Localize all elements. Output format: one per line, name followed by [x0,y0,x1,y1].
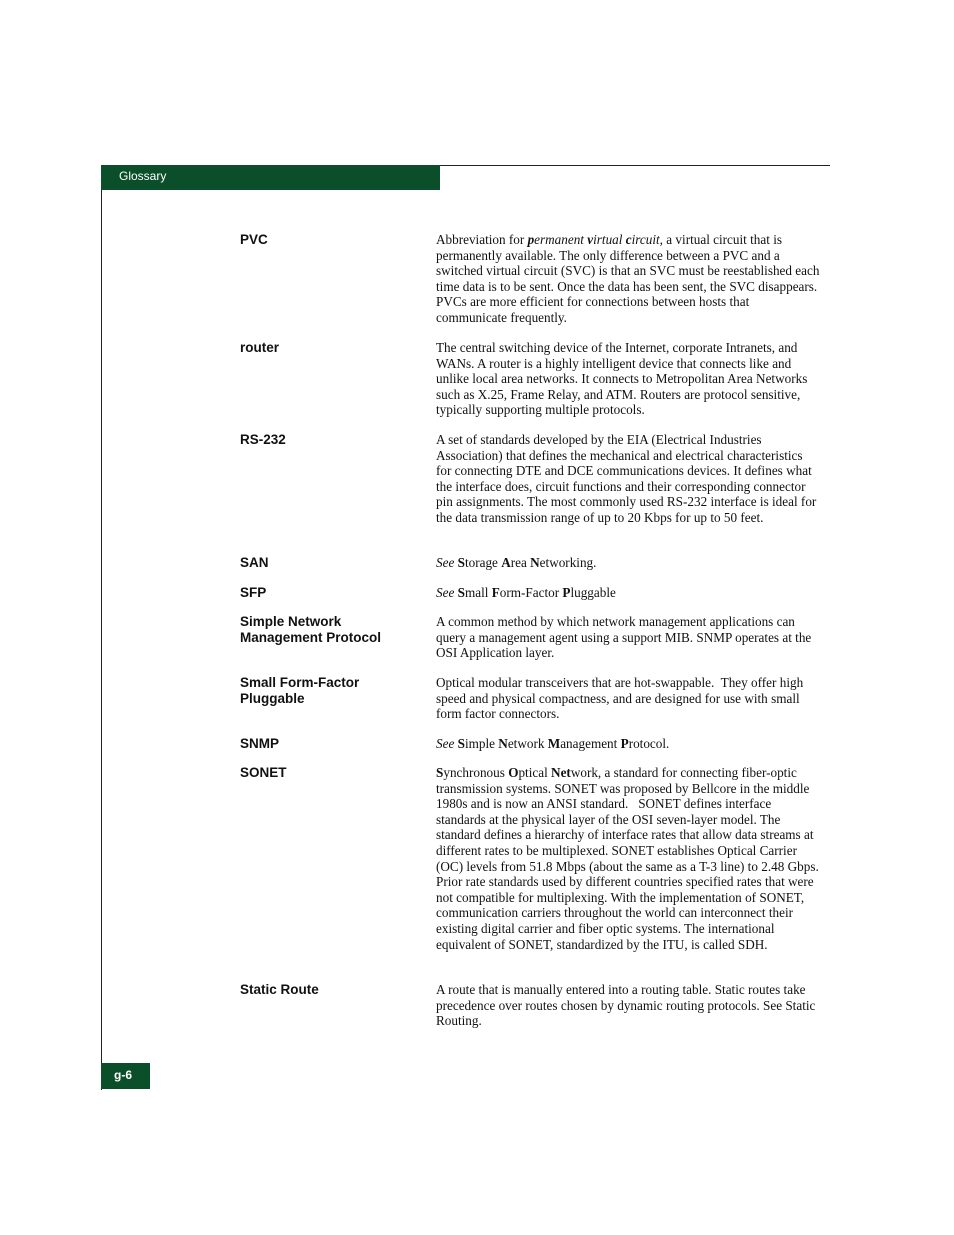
glossary-definition: Abbreviation for permanent virtual circuit, a virtual circuit that is permanently available. The only difference between a PVC and a switched virtual circuit (SVC) is that an SVC must be reestablished each time data is to be sent. Once the data has been sent, the SVC disappears. PVCs are more efficient for connections between hosts that communicate frequently. [436,232,820,325]
glossary-definition: A route that is manually entered into a routing table. Static routes take precedence over routes chosen by dynamic routing protocols. See Static Routing. [436,982,816,1029]
glossary-term: Small Form-Factor Pluggable [240,675,360,706]
section-title: Glossary [119,169,167,183]
glossary-term: Simple Network Management Protocol [240,614,382,645]
glossary-definition: A set of standards developed by the EIA (Electrical Industries Association) that defines the mechanical and electrical characteristics for connecting DTE and DCE communications devices. It defines what the interface does, circuit functions and their corresponding connector pin assignments. The most commonly used RS-232 interface is ideal for the data transmission range of up to 20 Kbps for up to 50 feet. [436,432,817,525]
page-number: g-6 [114,1068,132,1082]
glossary-definition: The central switching device of the Internet, corporate Intranets, and WANs. A router is a highly intelligent device that connects like and unlike local area networks. It connects to Metropolitan Area Networks such as X.25, Frame Relay, and ATM. Routers are protocol sensitive, typically supporting multiple protocols. [436,340,808,418]
glossary-definition: See Simple Network Management Protocol. [436,736,670,751]
glossary-definition: Synchronous Optical Network, a standard for connecting fiber-optic transmission systems. SONET was proposed by Bellcore in the middle 1980s and is now an ANSI standard. SONET defines interface standards at the physical layer of the OSI seven-layer model. The standard defines a hierarchy of interface rates that allow data streams at different rates to be multiplexed. SONET establishes Optical Carrier (OC) levels from 51.8 Mbps (about the same as a T-3 line) to 2.48 Gbps. Prior rate standards used by different countries specified rates that were not compatible for multiplexing. With the implementation of SONET, communication carriers throughout the world can interconnect their existing digital carrier and fiber optic systems. The international equivalent of SONET, standardized by the ITU, is called SDH. [436,765,819,952]
glossary-definition: See Storage Area Networking. [436,555,597,570]
glossary-term: Static Route [240,982,319,997]
glossary-term: SFP [240,585,267,600]
glossary-term: router [240,340,280,355]
glossary-definition: See Small Form-Factor Pluggable [436,585,616,600]
glossary-definition: A common method by which network management applications can query a management agent using a support MIB. SNMP operates at the OSI Application layer. [436,614,812,661]
glossary-term: RS-232 [240,432,286,447]
glossary-definition: Optical modular transceivers that are hot-swappable. They offer high speed and physical compactness, and are designed for use with small form factor connectors. [436,675,804,722]
glossary-term: SAN [240,555,269,570]
glossary-term: SNMP [240,736,280,751]
glossary-term: SONET [240,765,287,780]
margin-rule [101,165,102,1090]
glossary-term: PVC [240,232,268,247]
